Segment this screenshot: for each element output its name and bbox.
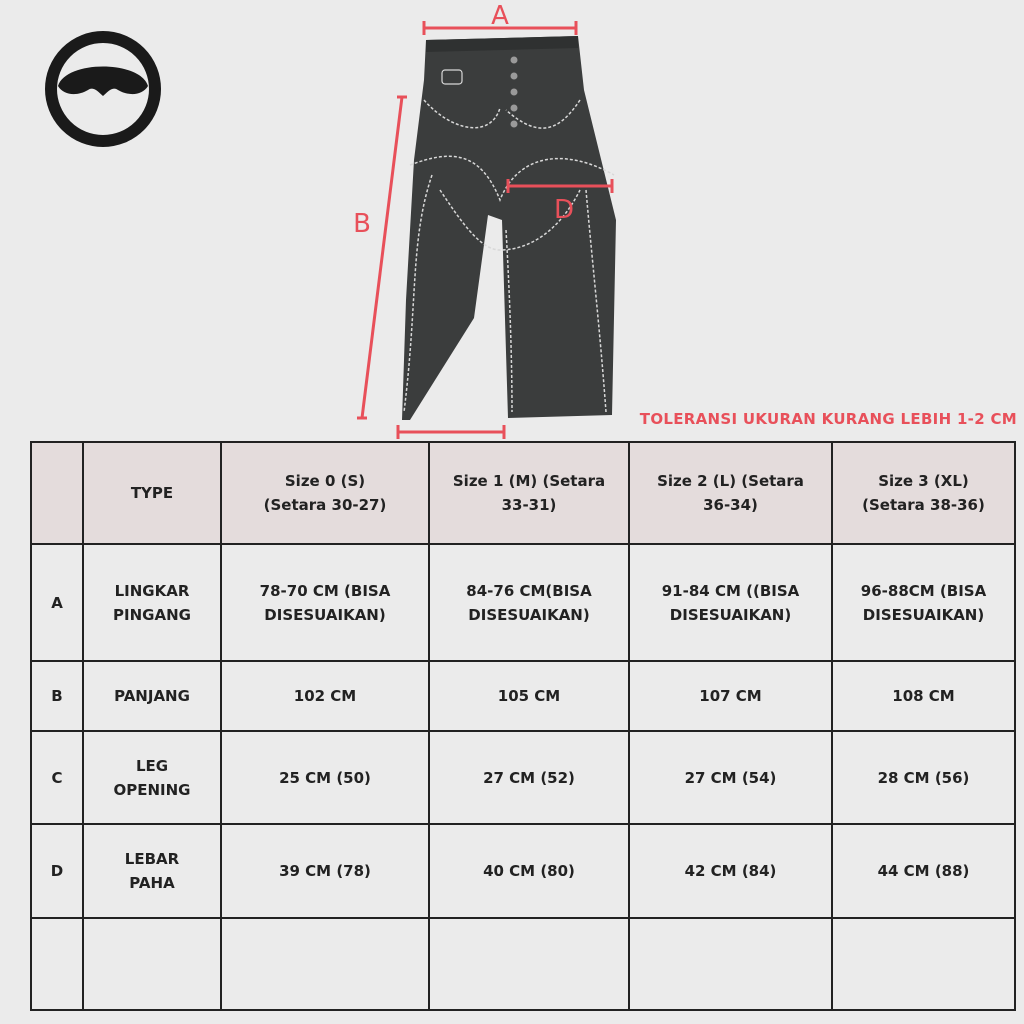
table-row [31, 544, 1015, 661]
tolerance-note: TOLERANSI UKURAN KURANG LEBIH 1-2 CM [639, 410, 1017, 428]
row-type: LEG OPENING [83, 731, 221, 824]
size-chart-table [30, 441, 1016, 1011]
row-type: LEBAR PAHA [83, 824, 221, 918]
cell-value [221, 918, 429, 1010]
cell-value: 91-84 CM ((BISA DISESUAIKAN) [629, 544, 832, 661]
header-size-0: Size 0 (S) (Setara 30-27) [221, 442, 429, 544]
row-letter: B [31, 661, 83, 731]
header-type: TYPE [83, 442, 221, 544]
header-blank-cell [31, 442, 83, 544]
cell-value: 84-76 CM(BISA DISESUAIKAN) [429, 544, 629, 661]
table-row [31, 824, 1015, 918]
header-size-2: Size 2 (L) (Setara 36-34) [629, 442, 832, 544]
sloth-face-logo-icon [44, 30, 162, 148]
cell-value: 78-70 CM (BISA DISESUAIKAN) [221, 544, 429, 661]
cell-value: 27 CM (52) [429, 731, 629, 824]
row-letter [31, 918, 83, 1010]
row-type [83, 918, 221, 1010]
cell-value: 40 CM (80) [429, 824, 629, 918]
cell-value: 25 CM (50) [221, 731, 429, 824]
cell-value [629, 918, 832, 1010]
cell-value [429, 918, 629, 1010]
row-type: LINGKAR PINGANG [83, 544, 221, 661]
header-size-3: Size 3 (XL) (Setara 38-36) [832, 442, 1015, 544]
cell-value: 39 CM (78) [221, 824, 429, 918]
table-row [31, 661, 1015, 731]
cell-value: 96-88CM (BISA DISESUAIKAN) [832, 544, 1015, 661]
pants-image [402, 36, 616, 420]
cell-value: 44 CM (88) [832, 824, 1015, 918]
row-letter: C [31, 731, 83, 824]
cell-value: 28 CM (56) [832, 731, 1015, 824]
row-letter: D [31, 824, 83, 918]
cell-value: 102 CM [221, 661, 429, 731]
label-a: A [491, 1, 509, 31]
row-letter: A [31, 544, 83, 661]
table-row-empty [31, 918, 1015, 1010]
row-type: PANJANG [83, 661, 221, 731]
label-b: B [353, 209, 371, 239]
cell-value: 108 CM [832, 661, 1015, 731]
table-row [31, 731, 1015, 824]
label-d: D [553, 195, 575, 225]
cell-value: 105 CM [429, 661, 629, 731]
cell-value: 107 CM [629, 661, 832, 731]
header-row [31, 442, 1015, 544]
cell-value: 27 CM (54) [629, 731, 832, 824]
cell-value [832, 918, 1015, 1010]
header-size-1: Size 1 (M) (Setara 33-31) [429, 442, 629, 544]
cell-value: 42 CM (84) [629, 824, 832, 918]
pants-measurement-diagram [340, 0, 670, 470]
